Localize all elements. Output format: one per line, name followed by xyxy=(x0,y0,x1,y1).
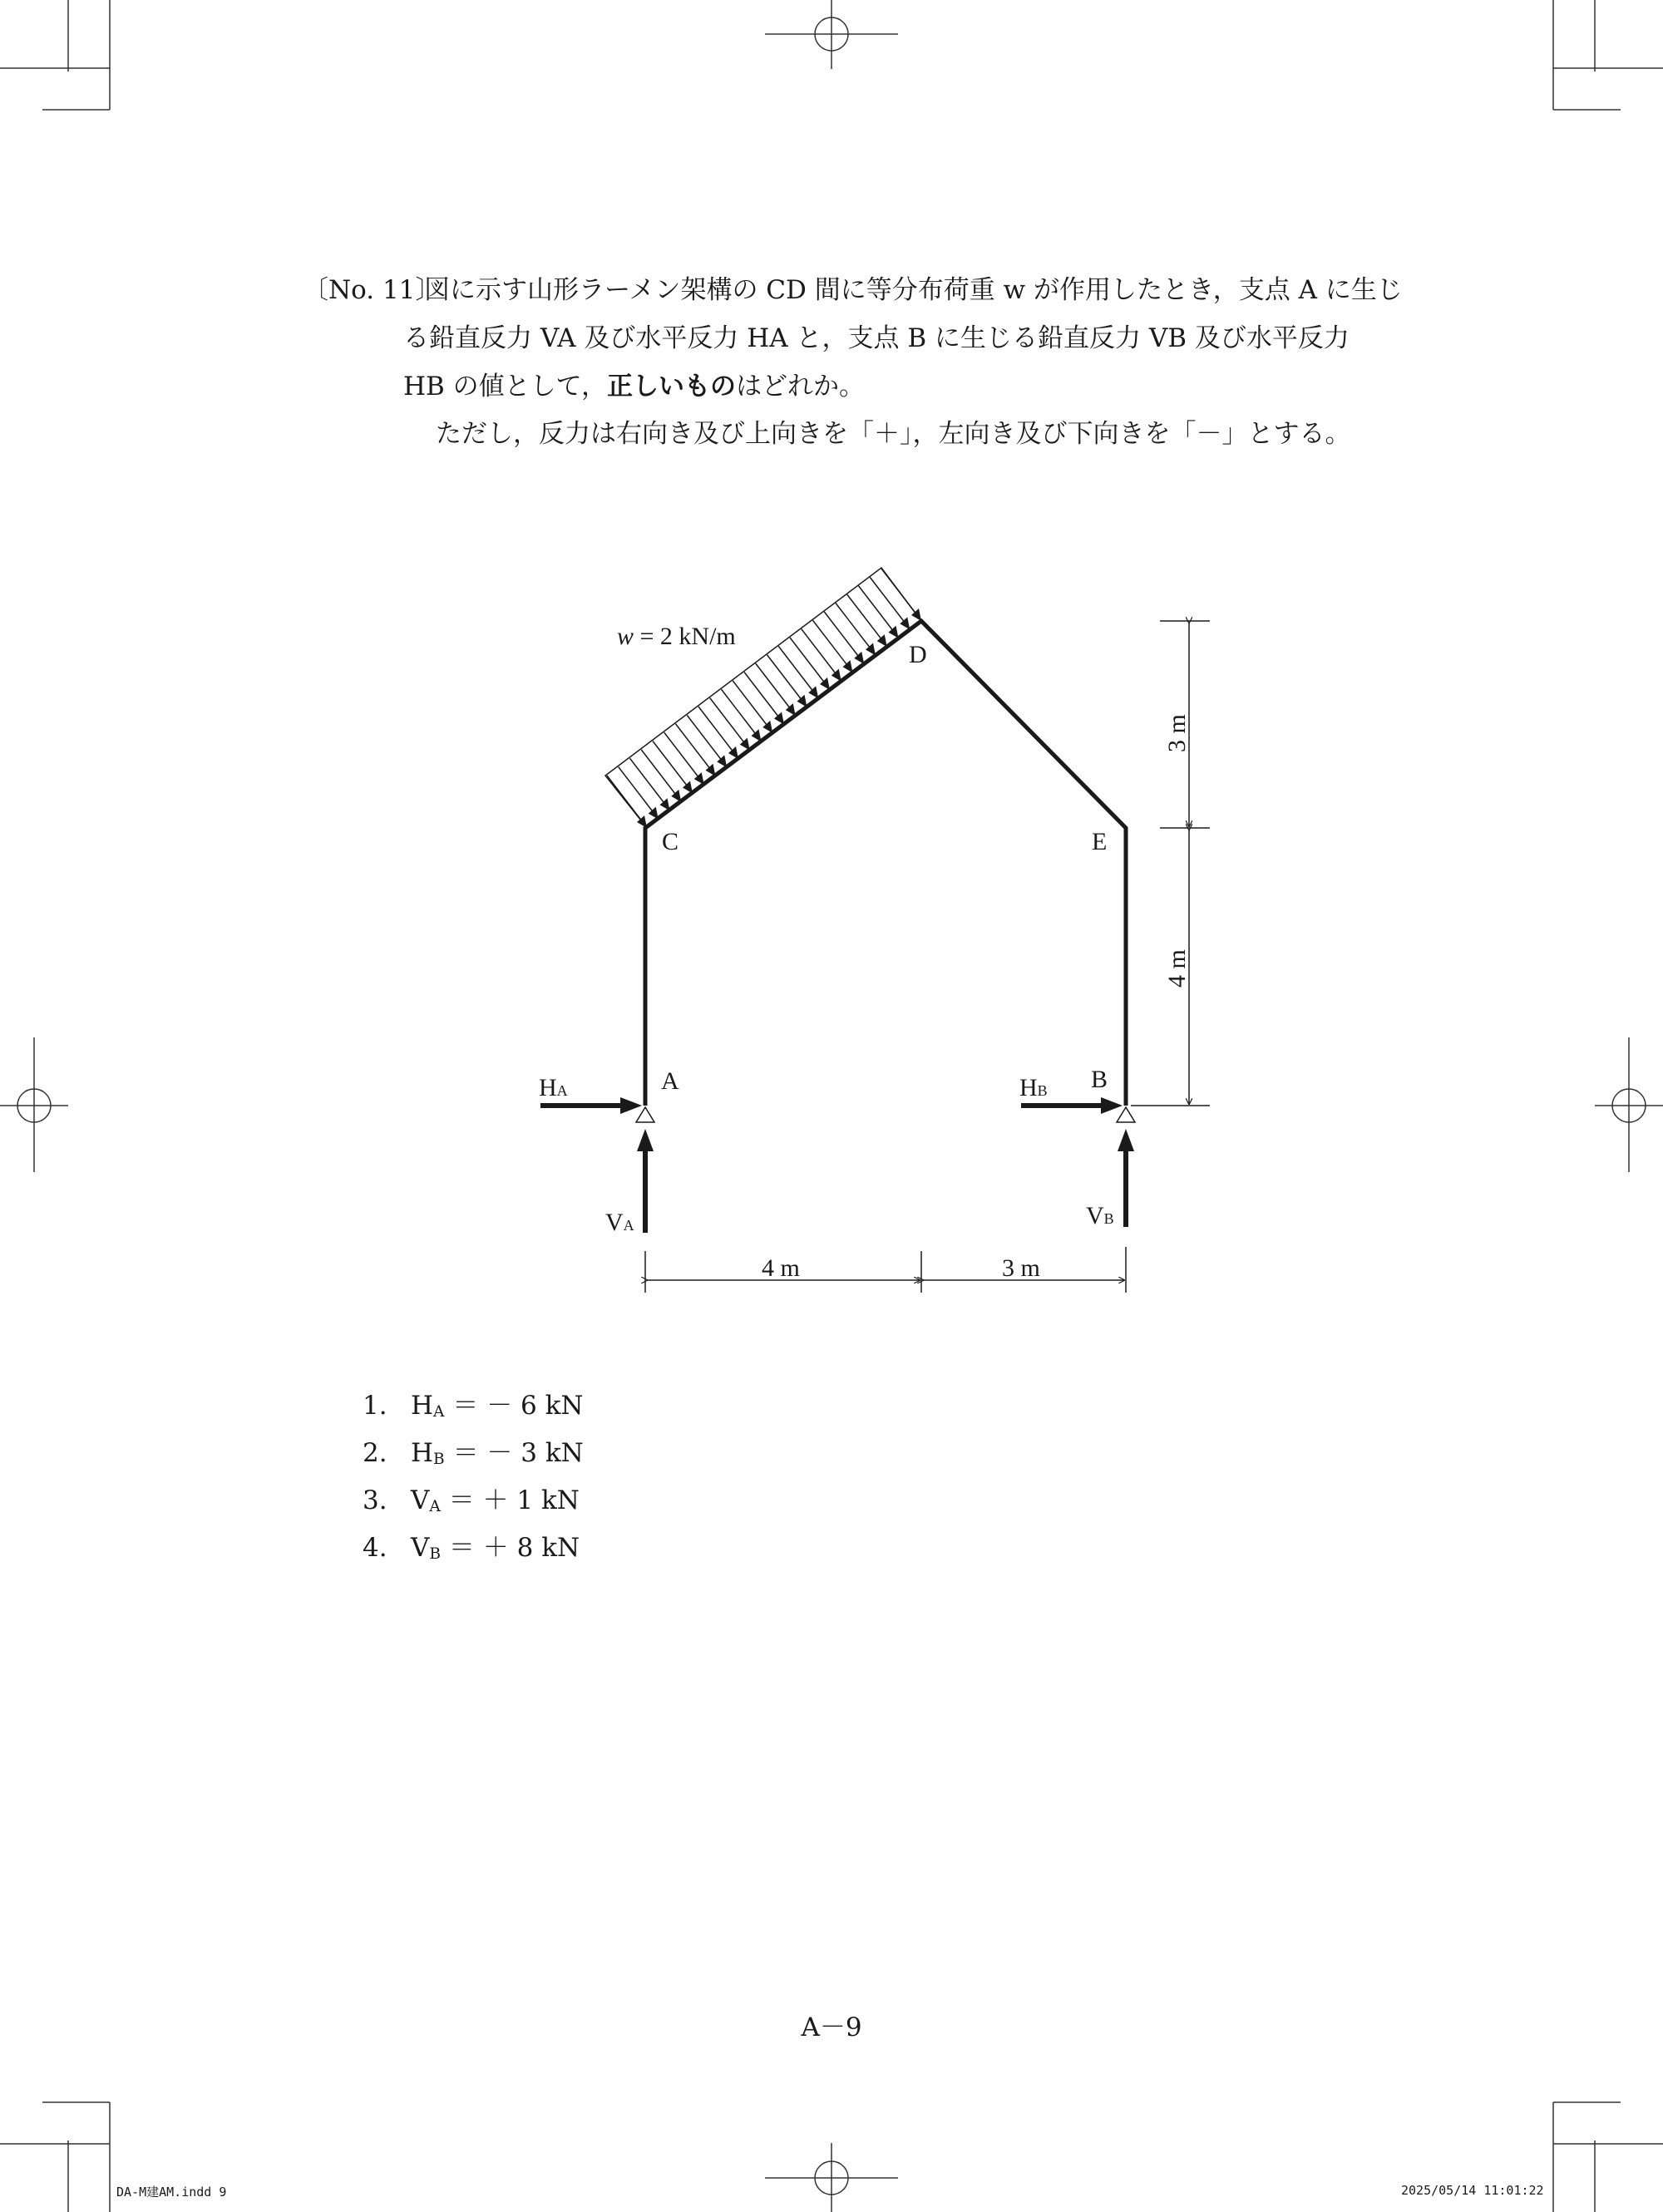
node-E-label: E xyxy=(1092,828,1108,855)
VB-label: VB xyxy=(1086,1202,1114,1229)
dim-horizontal-right: 3 m xyxy=(1002,1254,1040,1282)
answer-choices xyxy=(363,1382,584,1572)
footer-file-info: DA-M建AM.indd 9 xyxy=(116,2185,227,2200)
choice-2: 2. $H_B$ ＝ － 3 kN xyxy=(363,1438,584,1468)
node-C-label: C xyxy=(662,828,679,855)
VA-label: VA xyxy=(605,1209,634,1236)
distributed-load xyxy=(605,568,921,828)
question-emphasis: 正しいもの xyxy=(607,372,737,402)
question-line-3-post: はどれか。 xyxy=(736,372,866,402)
page-number: A－9 xyxy=(801,2012,862,2042)
load-label: w = 2 kN/m xyxy=(617,623,736,650)
choice-1: 1. $H_A$ ＝ － 6 kN xyxy=(363,1391,584,1421)
frame-members xyxy=(645,621,1126,1106)
choice-4: 4. $V_B$ ＝ ＋ 8 kN xyxy=(363,1533,580,1563)
HA-label: HA xyxy=(539,1074,568,1101)
question-line-1: 図に示す山形ラーメン架構の CD 間に等分布荷重 w が作用したとき，支点 A に生じ xyxy=(424,275,1403,305)
choice-3: 3. $V_A$ ＝ ＋ 1 kN xyxy=(363,1485,580,1515)
node-B-label: B xyxy=(1091,1066,1108,1093)
dim-vertical-bottom: 4 m xyxy=(1163,949,1191,988)
support-A xyxy=(636,1107,654,1122)
footer-timestamp: 2025/05/14 11:01:22 xyxy=(1401,2183,1544,2198)
question-line-4: ただし，反力は右向き及び上向きを「＋」，左向き及び下向きを「－」とする。 xyxy=(436,419,1351,449)
node-A-label: A xyxy=(661,1067,679,1095)
dim-vertical-top: 3 m xyxy=(1163,714,1191,752)
dim-horizontal-left: 4 m xyxy=(762,1254,800,1282)
question-line-2: る鉛直反力 VA 及び水平反力 HA と，支点 B に生じる鉛直反力 VB 及び水平反力 xyxy=(403,323,1350,353)
question-line-3-pre: HB の値として， xyxy=(403,372,608,402)
HB-label: HB xyxy=(1019,1074,1048,1101)
node-D-label: D xyxy=(909,641,927,668)
question-number: 〔No. 11〕 xyxy=(303,275,442,305)
support-B xyxy=(1117,1107,1135,1122)
